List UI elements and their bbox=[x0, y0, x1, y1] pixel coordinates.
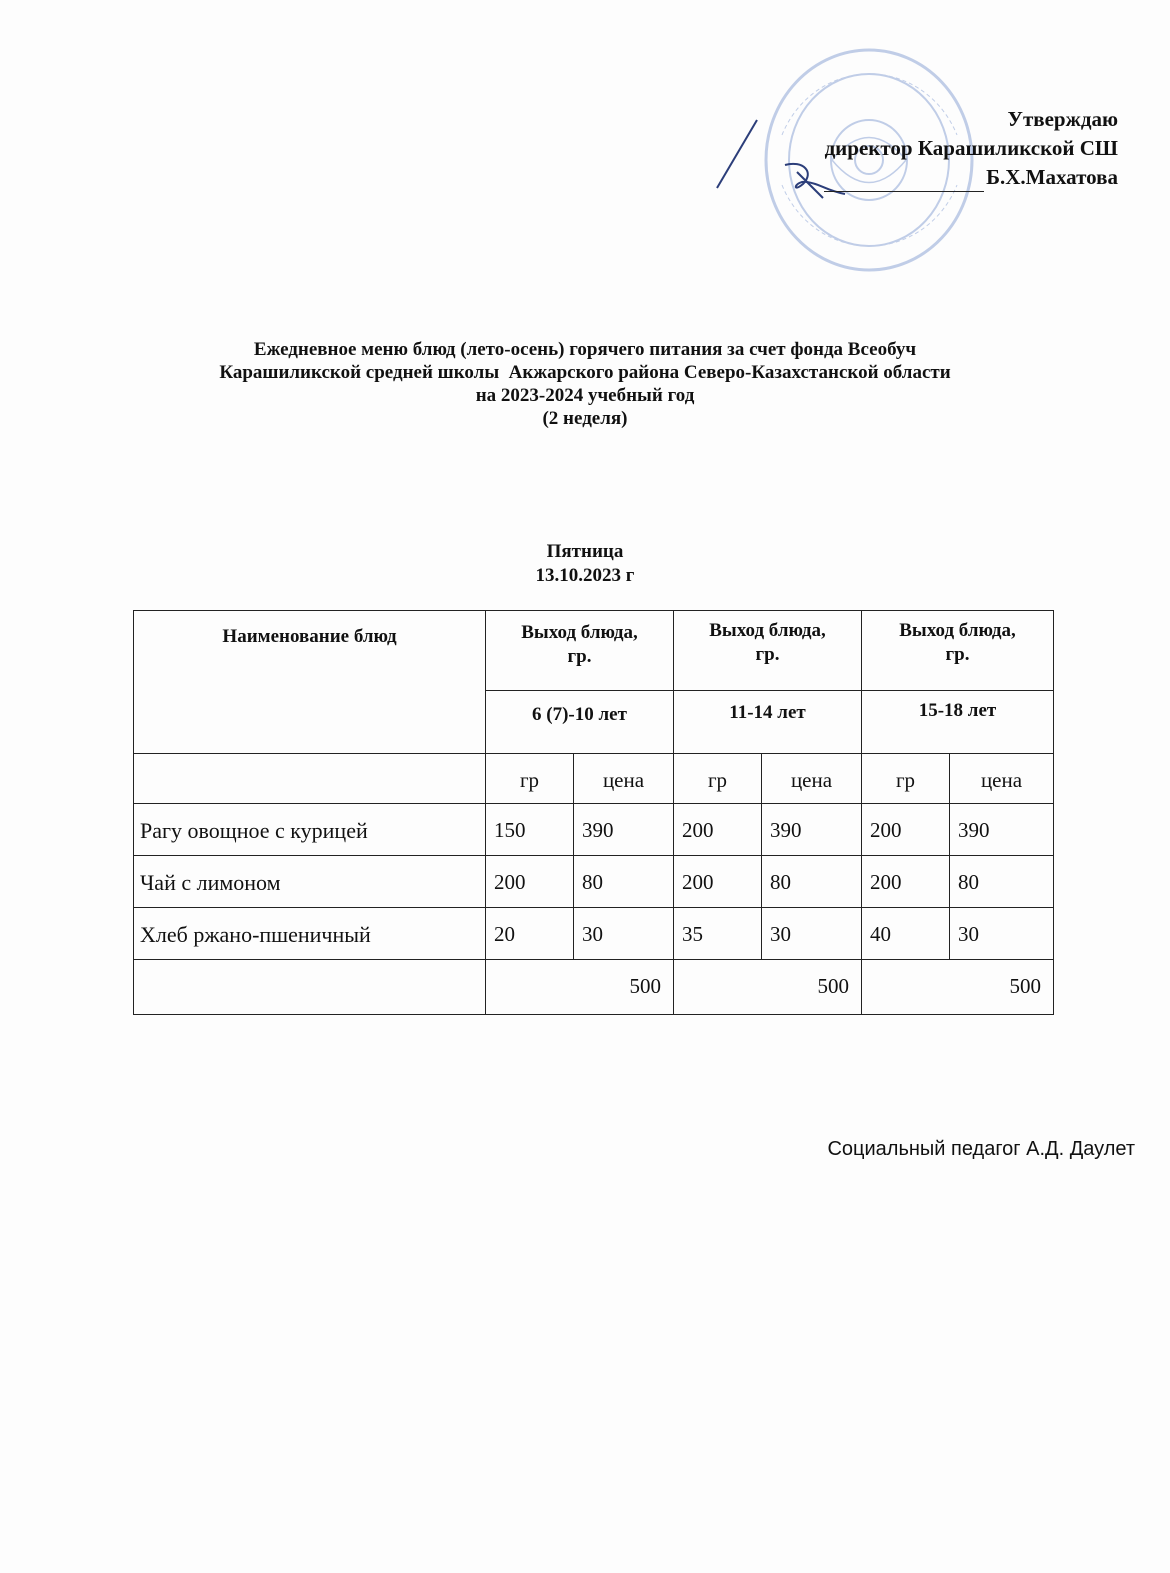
header-yield-2 bbox=[674, 611, 862, 691]
value-gr-3: 40 bbox=[862, 908, 950, 960]
age-group-2: 11-14 лет bbox=[674, 691, 862, 754]
age-group-3: 15-18 лет bbox=[862, 691, 1054, 754]
approval-block bbox=[824, 105, 1118, 192]
header-dish-label: Наименование блюд bbox=[222, 626, 397, 647]
dish-name: Хлеб ржано-пшеничный bbox=[134, 908, 486, 960]
total-group-3: 500 bbox=[862, 960, 1054, 1015]
day-heading bbox=[0, 540, 1170, 588]
value-price-2: 390 bbox=[762, 804, 862, 856]
approval-position: директор Карашиликской СШ bbox=[824, 136, 1118, 160]
total-group-2: 500 bbox=[674, 960, 862, 1015]
header-yield-1 bbox=[486, 611, 674, 691]
value-gr-2: 200 bbox=[674, 804, 762, 856]
title-line-1: Ежедневное меню блюд (лето-осень) горячего питания за счет фонда Всеобуч bbox=[253, 339, 917, 360]
total-group-1: 500 bbox=[486, 960, 674, 1015]
header-yield-1-line1: Выход блюда, bbox=[521, 622, 638, 643]
value-price-1: 30 bbox=[574, 908, 674, 960]
subheader-gr-2: гр bbox=[674, 754, 762, 804]
table-row bbox=[134, 856, 1054, 908]
approval-title: Утверждаю bbox=[1007, 107, 1118, 131]
footer-signatory: Социальный педагог А.Д. Даулет bbox=[827, 1138, 1135, 1160]
header-yield-3-line2: гр. bbox=[945, 644, 970, 665]
header-yield-3 bbox=[862, 611, 1054, 691]
subheader-row bbox=[134, 754, 1054, 804]
value-price-3: 390 bbox=[950, 804, 1054, 856]
table-row bbox=[134, 908, 1054, 960]
value-gr-3: 200 bbox=[862, 804, 950, 856]
dish-name: Чай с лимоном bbox=[134, 856, 486, 908]
approval-name: Б.Х.Махатова bbox=[986, 165, 1118, 189]
value-price-1: 390 bbox=[574, 804, 674, 856]
value-gr-2: 200 bbox=[674, 856, 762, 908]
approval-name-line bbox=[824, 163, 1118, 192]
header-yield-1-line2: гр. bbox=[567, 646, 592, 667]
menu-table bbox=[133, 610, 1054, 1015]
title-line-2: Карашиликской средней школы Акжарского района Северо-Казахстанской области bbox=[219, 362, 951, 383]
header-yield-3-line1: Выход блюда, bbox=[899, 620, 1016, 641]
document-title bbox=[0, 338, 1170, 430]
signature-line bbox=[824, 171, 984, 192]
title-line-3: на 2023-2024 учебный год bbox=[475, 385, 695, 406]
subheader-gr-3: гр bbox=[862, 754, 950, 804]
header-dish bbox=[134, 611, 486, 754]
value-price-2: 80 bbox=[762, 856, 862, 908]
age-group-1: 6 (7)-10 лет bbox=[486, 691, 674, 754]
title-line-4: (2 неделя) bbox=[542, 408, 628, 429]
header-yield-2-line1: Выход блюда, bbox=[709, 620, 826, 641]
value-gr-3: 200 bbox=[862, 856, 950, 908]
value-gr-1: 200 bbox=[486, 856, 574, 908]
value-price-3: 30 bbox=[950, 908, 1054, 960]
header-row bbox=[134, 611, 1054, 691]
subheader-price-3: цена bbox=[950, 754, 1054, 804]
subheader-gr-1: гр bbox=[486, 754, 574, 804]
value-price-1: 80 bbox=[574, 856, 674, 908]
value-gr-2: 35 bbox=[674, 908, 762, 960]
day-name: Пятница bbox=[546, 541, 624, 562]
totals-row bbox=[134, 960, 1054, 1015]
value-price-2: 30 bbox=[762, 908, 862, 960]
header-yield-2-line2: гр. bbox=[755, 644, 780, 665]
value-gr-1: 150 bbox=[486, 804, 574, 856]
totals-empty bbox=[134, 960, 486, 1015]
dish-name: Рагу овощное с курицей bbox=[134, 804, 486, 856]
value-gr-1: 20 bbox=[486, 908, 574, 960]
subheader-price-1: цена bbox=[574, 754, 674, 804]
value-price-3: 80 bbox=[950, 856, 1054, 908]
day-date: 13.10.2023 г bbox=[535, 565, 635, 586]
table-row bbox=[134, 804, 1054, 856]
subheader-empty bbox=[134, 754, 486, 804]
subheader-price-2: цена bbox=[762, 754, 862, 804]
